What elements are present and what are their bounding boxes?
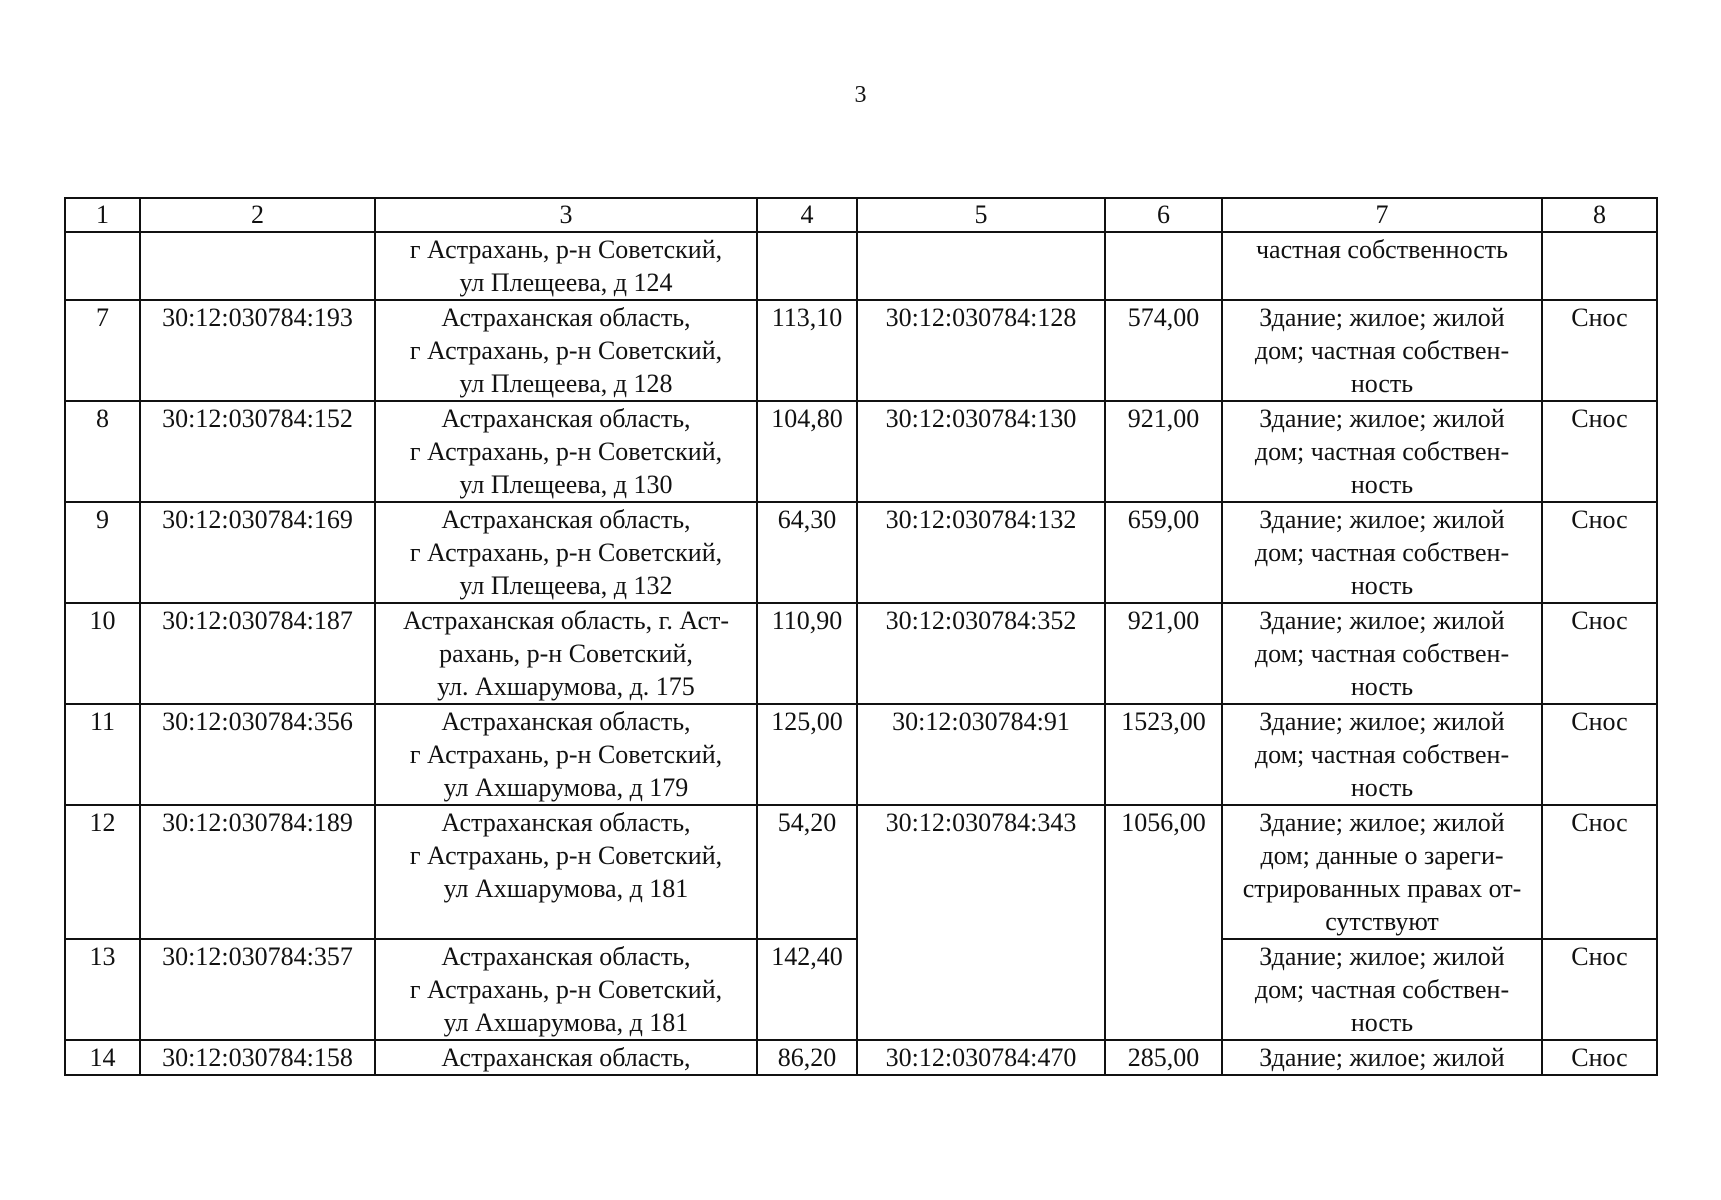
object-type-cell: [1222, 603, 1542, 704]
row-number-cell: 11: [65, 704, 140, 805]
address-line: Астраханская область,: [441, 707, 691, 736]
object-type-line: дом; данные о зареги-: [1260, 841, 1504, 870]
row-number-cell: 8: [65, 401, 140, 502]
object-type-line: дом; частная собствен-: [1254, 538, 1510, 567]
land-cadastral-cell: 30:12:030784:132: [857, 502, 1105, 603]
action-cell: Снос: [1542, 939, 1657, 1040]
land-cadastral-cell: [857, 232, 1105, 300]
address-line: ул Ахшарумова, д 179: [443, 773, 689, 802]
row-number-cell: 7: [65, 300, 140, 401]
object-type-cell: [1222, 401, 1542, 502]
cadastral-number-cell: 30:12:030784:152: [140, 401, 375, 502]
table-row-continued: [65, 232, 1657, 300]
object-type-line: Здание; жилое; жилой: [1259, 606, 1505, 635]
address-line: г Астрахань, р-н Советский,: [409, 740, 723, 769]
address-line: рахань, р-н Советский,: [439, 639, 693, 668]
land-area-cell: 921,00: [1105, 401, 1222, 502]
object-type-cell: [1222, 502, 1542, 603]
object-type-line: ность: [1350, 571, 1414, 600]
object-type-line: дом; частная собствен-: [1254, 639, 1510, 668]
object-type-line: Здание; жилое; жилой: [1259, 707, 1505, 736]
object-type-line: Здание; жилое; жилой: [1259, 942, 1505, 971]
address-line: Астраханская область,: [441, 505, 691, 534]
cadastral-number-cell: 30:12:030784:193: [140, 300, 375, 401]
cadastral-number-cell: 30:12:030784:189: [140, 805, 375, 939]
table-row: [65, 805, 1657, 939]
object-type-cell: [1222, 1040, 1542, 1075]
land-area-cell: 659,00: [1105, 502, 1222, 603]
object-type-line: ность: [1350, 470, 1414, 499]
address-line: ул Плещеева, д 130: [459, 470, 673, 499]
row-number-cell: [65, 232, 140, 300]
address-line: г Астрахань, р-н Советский,: [409, 538, 723, 567]
land-cadastral-cell: 30:12:030784:91: [857, 704, 1105, 805]
object-type-line: дом; частная собствен-: [1254, 740, 1510, 769]
address-cell: [375, 232, 757, 300]
object-type-cell: [1222, 704, 1542, 805]
address-cell: [375, 939, 757, 1040]
land-cadastral-cell: 30:12:030784:130: [857, 401, 1105, 502]
address-line: ул Ахшарумова, д 181: [443, 874, 689, 903]
land-cadastral-cell: 30:12:030784:352: [857, 603, 1105, 704]
object-type-line: дом; частная собствен-: [1254, 437, 1510, 466]
table-row: [65, 401, 1657, 502]
object-type-cell: [1222, 300, 1542, 401]
table-row: [65, 300, 1657, 401]
address-line: ул Ахшарумова, д 181: [443, 1008, 689, 1037]
address-line: г Астрахань, р-н Советский,: [409, 235, 723, 264]
column-number-header-row: [65, 198, 1657, 232]
action-cell: Снос: [1542, 502, 1657, 603]
area-cell: 104,80: [757, 401, 857, 502]
address-line: г Астрахань, р-н Советский,: [409, 437, 723, 466]
address-line: ул Плещеева, д 132: [459, 571, 673, 600]
object-type-line: ность: [1350, 369, 1414, 398]
object-type-line: Здание; жилое; жилой: [1259, 404, 1505, 433]
area-cell: 142,40: [757, 939, 857, 1040]
object-type-line: Здание; жилое; жилой: [1259, 303, 1505, 332]
object-type-cell: [1222, 805, 1542, 939]
address-cell: [375, 502, 757, 603]
address-line: Астраханская область,: [441, 808, 691, 837]
col-header-7: 7: [1222, 198, 1542, 232]
object-type-line: сутствуют: [1325, 907, 1439, 936]
object-type-line: ность: [1350, 1008, 1414, 1037]
row-number-cell: 14: [65, 1040, 140, 1075]
cadastral-number-cell: 30:12:030784:357: [140, 939, 375, 1040]
object-type-line: Здание; жилое; жилой: [1259, 505, 1505, 534]
area-cell: 125,00: [757, 704, 857, 805]
cadastral-number-cell: 30:12:030784:158: [140, 1040, 375, 1075]
table-row: [65, 1040, 1657, 1075]
object-type-line: ность: [1350, 672, 1414, 701]
object-type-line: частная собственность: [1255, 235, 1508, 264]
land-cadastral-cell: 30:12:030784:343: [857, 805, 1105, 1040]
object-type-cell: [1222, 939, 1542, 1040]
address-line: ул Плещеева, д 128: [459, 369, 673, 398]
address-line: Астраханская область,: [441, 404, 691, 433]
address-line: Астраханская область, г. Аст-: [402, 606, 730, 635]
land-cadastral-cell: 30:12:030784:128: [857, 300, 1105, 401]
action-cell: Снос: [1542, 603, 1657, 704]
address-line: ул Плещеева, д 124: [459, 268, 673, 297]
object-type-line: дом; частная собствен-: [1254, 336, 1510, 365]
col-header-1: 1: [65, 198, 140, 232]
address-line: Астраханская область,: [441, 942, 691, 971]
object-type-line: стрированных правах от-: [1242, 874, 1522, 903]
row-number-cell: 9: [65, 502, 140, 603]
action-cell: Снос: [1542, 704, 1657, 805]
address-line: Астраханская область,: [441, 303, 691, 332]
object-type-line: Здание; жилое; жилой: [1259, 808, 1505, 837]
address-line: ул. Ахшарумова, д. 175: [437, 672, 695, 701]
address-cell: [375, 603, 757, 704]
address-line: Астраханская область,: [441, 1043, 691, 1072]
property-register-table: [64, 197, 1658, 1076]
action-cell: Снос: [1542, 401, 1657, 502]
cadastral-number-cell: 30:12:030784:356: [140, 704, 375, 805]
address-cell: [375, 1040, 757, 1075]
action-cell: [1542, 232, 1657, 300]
address-line: г Астрахань, р-н Советский,: [409, 841, 723, 870]
address-cell: [375, 300, 757, 401]
area-cell: 54,20: [757, 805, 857, 939]
address-cell: [375, 401, 757, 502]
action-cell: Снос: [1542, 805, 1657, 939]
land-area-cell: 285,00: [1105, 1040, 1222, 1075]
row-number-cell: 10: [65, 603, 140, 704]
cadastral-number-cell: [140, 232, 375, 300]
address-cell: [375, 704, 757, 805]
table-row: [65, 603, 1657, 704]
area-cell: 113,10: [757, 300, 857, 401]
area-cell: 86,20: [757, 1040, 857, 1075]
object-type-line: Здание; жилое; жилой: [1259, 1043, 1505, 1072]
col-header-2: 2: [140, 198, 375, 232]
col-header-3: 3: [375, 198, 757, 232]
action-cell: Снос: [1542, 300, 1657, 401]
land-area-cell: 921,00: [1105, 603, 1222, 704]
col-header-6: 6: [1105, 198, 1222, 232]
row-number-cell: 12: [65, 805, 140, 939]
page-number: 3: [854, 82, 867, 108]
object-type-line: дом; частная собствен-: [1254, 975, 1510, 1004]
cadastral-number-cell: 30:12:030784:187: [140, 603, 375, 704]
land-area-cell: [1105, 232, 1222, 300]
col-header-5: 5: [857, 198, 1105, 232]
land-area-cell: 574,00: [1105, 300, 1222, 401]
table-row: [65, 502, 1657, 603]
address-line: г Астрахань, р-н Советский,: [409, 336, 723, 365]
land-area-cell: 1056,00: [1105, 805, 1222, 1040]
address-line: г Астрахань, р-н Советский,: [409, 975, 723, 1004]
cadastral-number-cell: 30:12:030784:169: [140, 502, 375, 603]
land-cadastral-cell: 30:12:030784:470: [857, 1040, 1105, 1075]
address-cell: [375, 805, 757, 939]
object-type-cell: [1222, 232, 1542, 300]
action-cell: Снос: [1542, 1040, 1657, 1075]
col-header-8: 8: [1542, 198, 1657, 232]
land-area-cell: 1523,00: [1105, 704, 1222, 805]
area-cell: 64,30: [757, 502, 857, 603]
col-header-4: 4: [757, 198, 857, 232]
area-cell: 110,90: [757, 603, 857, 704]
row-number-cell: 13: [65, 939, 140, 1040]
area-cell: [757, 232, 857, 300]
table-row: [65, 704, 1657, 805]
object-type-line: ность: [1350, 773, 1414, 802]
